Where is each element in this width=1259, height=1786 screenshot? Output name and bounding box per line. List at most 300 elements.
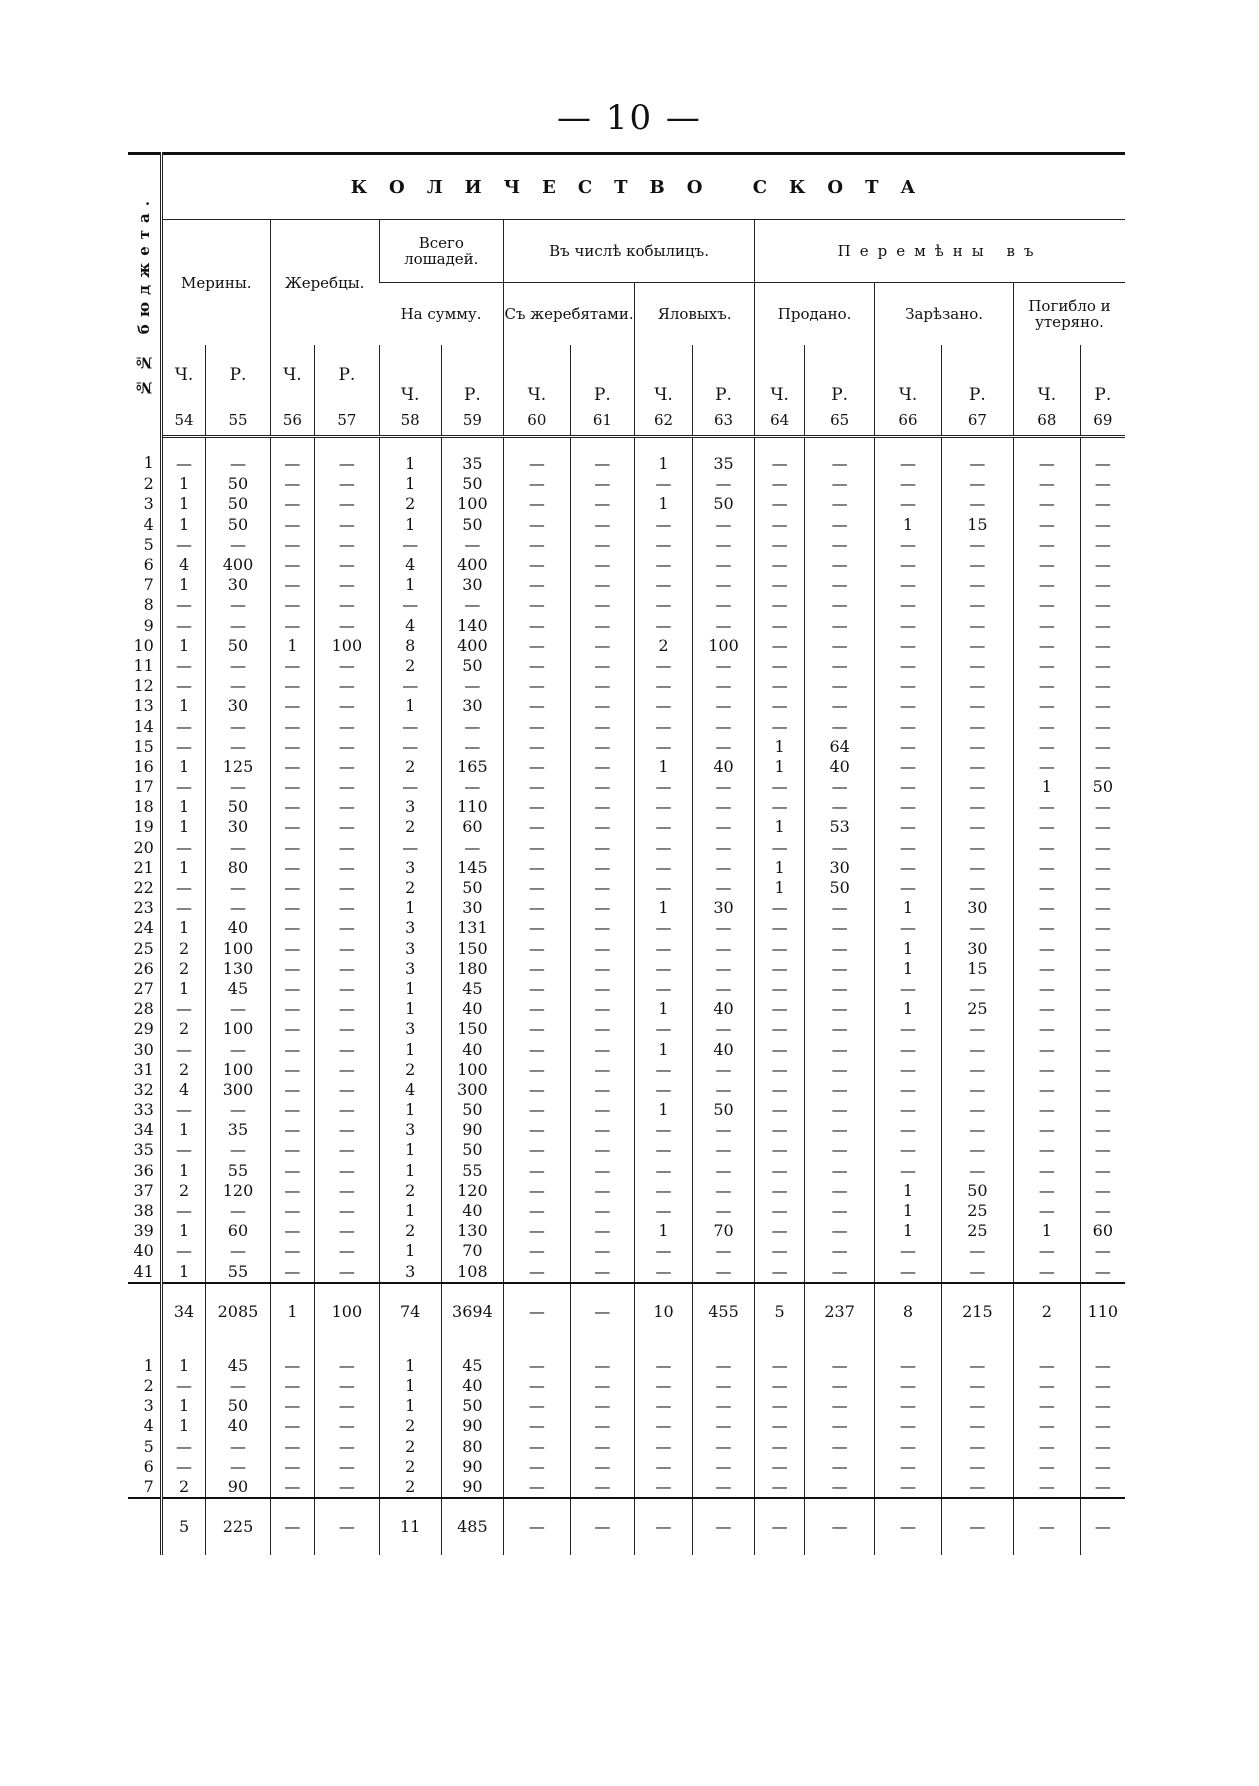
row-number: 20 — [128, 838, 161, 858]
cell: — — [570, 1019, 634, 1039]
cell: — — [161, 716, 205, 736]
table-row — [128, 555, 1125, 575]
cell: — — [755, 838, 805, 858]
cell: — — [270, 918, 314, 938]
cell: 2 — [379, 817, 441, 837]
cell: — — [504, 777, 571, 797]
cell: 50 — [206, 797, 270, 817]
table-row — [128, 437, 1125, 475]
cell: 1 — [755, 858, 805, 878]
cell: — — [635, 979, 693, 999]
cell: — — [692, 979, 754, 999]
cell: — — [206, 716, 270, 736]
cell: — — [206, 878, 270, 898]
cell: — — [206, 838, 270, 858]
cell: — — [692, 817, 754, 837]
cell: — — [755, 1181, 805, 1201]
cell: — — [1014, 1436, 1081, 1456]
cell: — — [315, 878, 379, 898]
cell: — — [755, 777, 805, 797]
cell: — — [692, 838, 754, 858]
row-number: 39 — [128, 1221, 161, 1241]
cell: — — [875, 1498, 942, 1555]
cell: — — [270, 1376, 314, 1396]
table-row — [128, 575, 1125, 595]
column-number-row — [128, 405, 1125, 437]
cell: — — [206, 1039, 270, 1059]
cell: — — [635, 1241, 693, 1261]
table-row — [128, 595, 1125, 615]
cell: — — [941, 1060, 1013, 1080]
row-number: 40 — [128, 1241, 161, 1261]
cell: 15 — [941, 515, 1013, 535]
cell: — — [692, 1201, 754, 1221]
cell: — — [315, 616, 379, 636]
row-number: 23 — [128, 898, 161, 918]
cell: — — [692, 575, 754, 595]
cell: — — [941, 737, 1013, 757]
cell: — — [504, 858, 571, 878]
cell: — — [805, 716, 875, 736]
cell: — — [270, 1120, 314, 1140]
column-number: 67 — [941, 405, 1013, 437]
cell: — — [504, 437, 571, 475]
cell: — — [161, 676, 205, 696]
cell: — — [570, 595, 634, 615]
cell: 1 — [379, 979, 441, 999]
cell: — — [315, 1161, 379, 1181]
cell: — — [1080, 1436, 1125, 1456]
cell: — — [270, 515, 314, 535]
cell: — — [570, 959, 634, 979]
cell: 130 — [206, 959, 270, 979]
cell: — — [1080, 1201, 1125, 1221]
cell: — — [570, 1396, 634, 1416]
cell: 40 — [692, 999, 754, 1019]
cell: — — [1080, 437, 1125, 475]
column-number: 66 — [875, 405, 942, 437]
cell: — — [315, 757, 379, 777]
cell: — — [315, 676, 379, 696]
cell: — — [941, 716, 1013, 736]
cell: 1 — [379, 1140, 441, 1160]
cell: 1 — [379, 1340, 441, 1376]
cell: — — [270, 858, 314, 878]
cell: — — [504, 1181, 571, 1201]
row-number: 41 — [128, 1262, 161, 1283]
cell: — — [941, 918, 1013, 938]
cell: 40 — [692, 757, 754, 777]
cell: — — [161, 1457, 205, 1477]
cell: 3 — [379, 918, 441, 938]
cell: 25 — [941, 1221, 1013, 1241]
cell: — — [755, 636, 805, 656]
cell: 2 — [1014, 1283, 1081, 1340]
cell: — — [1014, 555, 1081, 575]
cell: 3 — [379, 797, 441, 817]
cell: — — [504, 1416, 571, 1436]
cell: — — [1080, 979, 1125, 999]
sub-s-zherebyatami: Съ жеребятами. — [504, 283, 635, 346]
cell: — — [570, 757, 634, 777]
cell: — — [941, 437, 1013, 475]
cell: — — [755, 797, 805, 817]
cell: — — [315, 1416, 379, 1436]
table-row — [128, 797, 1125, 817]
cell: — — [755, 1201, 805, 1221]
cell: — — [875, 616, 942, 636]
cell: — — [755, 1241, 805, 1261]
cell: 30 — [805, 858, 875, 878]
cell: — — [504, 1019, 571, 1039]
cell: — — [504, 696, 571, 716]
cell: — — [161, 1201, 205, 1221]
cell: 4 — [379, 555, 441, 575]
cell: — — [1014, 437, 1081, 475]
cell: — — [570, 1436, 634, 1456]
cell: — — [270, 1080, 314, 1100]
cell: 55 — [206, 1262, 270, 1283]
cell: 225 — [206, 1498, 270, 1555]
cell: — — [1080, 1457, 1125, 1477]
cell: — — [1080, 1019, 1125, 1039]
cell: — — [692, 616, 754, 636]
cell: — — [755, 898, 805, 918]
row-number: 7 — [128, 1477, 161, 1498]
cell: — — [941, 1140, 1013, 1160]
cell: — — [805, 1262, 875, 1283]
row-number: 3 — [128, 1396, 161, 1416]
cell: 30 — [206, 817, 270, 837]
cell: — — [504, 474, 571, 494]
cell: 70 — [692, 1221, 754, 1241]
cell: — — [941, 1376, 1013, 1396]
cell: 1 — [161, 474, 205, 494]
cell: — — [805, 959, 875, 979]
cell: — — [805, 1416, 875, 1436]
cell: — — [875, 1120, 942, 1140]
cell: — — [805, 1039, 875, 1059]
cell: — — [270, 939, 314, 959]
cell: — — [206, 1457, 270, 1477]
cell: 100 — [206, 1060, 270, 1080]
cell: — — [692, 1477, 754, 1498]
cell: 100 — [692, 636, 754, 656]
row-number — [128, 1498, 161, 1555]
cell: — — [1080, 1376, 1125, 1396]
row-number: 19 — [128, 817, 161, 837]
cell: 130 — [441, 1221, 503, 1241]
cell: — — [504, 1396, 571, 1416]
table-row — [128, 1416, 1125, 1436]
r-header: Р. — [805, 345, 875, 405]
cell: — — [1080, 575, 1125, 595]
cell: 1 — [379, 1376, 441, 1396]
cell: — — [570, 1498, 634, 1555]
cell: 50 — [206, 636, 270, 656]
cell: — — [755, 1376, 805, 1396]
cell: 30 — [692, 898, 754, 918]
cell: — — [270, 1019, 314, 1039]
cell: — — [270, 1396, 314, 1416]
cell: — — [270, 494, 314, 514]
cell: 30 — [941, 939, 1013, 959]
cell: 1 — [635, 757, 693, 777]
cell: — — [570, 716, 634, 736]
cell: — — [161, 1241, 205, 1261]
cell: — — [805, 1396, 875, 1416]
cell: — — [379, 676, 441, 696]
ch-header: Ч. — [755, 345, 805, 405]
cell: — — [1014, 696, 1081, 716]
cell: 1 — [161, 696, 205, 716]
total-row — [128, 1283, 1125, 1340]
cell: 400 — [206, 555, 270, 575]
group-kobylits: Въ числѣ кобылицъ. — [504, 220, 755, 283]
cell: — — [270, 595, 314, 615]
cell: 1 — [1014, 777, 1081, 797]
row-number: 25 — [128, 939, 161, 959]
cell: — — [692, 918, 754, 938]
cell: — — [161, 535, 205, 555]
cell: 60 — [206, 1221, 270, 1241]
r-header: Р. — [315, 345, 379, 405]
cell: — — [1014, 1019, 1081, 1039]
cell: — — [570, 858, 634, 878]
cell: — — [755, 555, 805, 575]
cell: — — [692, 1140, 754, 1160]
cell: — — [1014, 858, 1081, 878]
cell: — — [692, 1436, 754, 1456]
cell: — — [570, 616, 634, 636]
cell: — — [504, 676, 571, 696]
cell: 3 — [379, 1019, 441, 1039]
group-vsego: Всего лошадей. — [379, 220, 503, 283]
cell: — — [875, 494, 942, 514]
cell: — — [875, 696, 942, 716]
cell: — — [570, 1283, 634, 1340]
table-row — [128, 1262, 1125, 1283]
r-header: Р. — [941, 345, 1013, 405]
cell: 1 — [755, 817, 805, 837]
cell: — — [270, 575, 314, 595]
cell: 1 — [161, 1221, 205, 1241]
cell: — — [570, 494, 634, 514]
cell: — — [270, 616, 314, 636]
cell: 3 — [379, 1120, 441, 1140]
cell: 1 — [635, 898, 693, 918]
cell: 1 — [379, 474, 441, 494]
cell: 4 — [161, 555, 205, 575]
cell: — — [315, 1201, 379, 1221]
cell: — — [805, 1201, 875, 1221]
cell: — — [161, 1376, 205, 1396]
sub-na-summu: На сумму. — [379, 283, 503, 346]
cell: — — [315, 1477, 379, 1498]
cell: — — [570, 1376, 634, 1396]
row-number: 32 — [128, 1080, 161, 1100]
cell: — — [315, 696, 379, 716]
row-number: 31 — [128, 1060, 161, 1080]
cell: — — [570, 656, 634, 676]
cell: — — [570, 898, 634, 918]
cell: 110 — [1080, 1283, 1125, 1340]
cell: — — [635, 1416, 693, 1436]
ch-header: Ч. — [1014, 345, 1081, 405]
cell: 2 — [379, 494, 441, 514]
cell: — — [805, 1181, 875, 1201]
cell: — — [206, 437, 270, 475]
column-number: 69 — [1080, 405, 1125, 437]
cell: — — [755, 939, 805, 959]
cell: — — [570, 1161, 634, 1181]
cell: 40 — [441, 1376, 503, 1396]
cell: — — [755, 1221, 805, 1241]
cell: — — [570, 918, 634, 938]
cell: — — [755, 616, 805, 636]
row-number: 16 — [128, 757, 161, 777]
cell: — — [504, 1100, 571, 1120]
cell: 50 — [692, 1100, 754, 1120]
sub-yalovykh: Яловыхъ. — [635, 283, 755, 346]
row-number: 13 — [128, 696, 161, 716]
cell: 1 — [875, 939, 942, 959]
cell: — — [805, 1498, 875, 1555]
table-row — [128, 1340, 1125, 1376]
cell: — — [161, 898, 205, 918]
cell: — — [1080, 737, 1125, 757]
sub-zarezano: Зарѣзано. — [875, 283, 1014, 346]
cell: 1 — [379, 515, 441, 535]
cell: 74 — [379, 1283, 441, 1340]
group-zherebtsy: Жеребцы. — [270, 220, 379, 346]
cell: — — [635, 1498, 693, 1555]
cell: — — [941, 1241, 1013, 1261]
row-number: 34 — [128, 1120, 161, 1140]
cell: — — [1080, 797, 1125, 817]
cell: 45 — [206, 979, 270, 999]
cell: — — [805, 1019, 875, 1039]
row-number: 10 — [128, 636, 161, 656]
cell: — — [755, 918, 805, 938]
cell: 1 — [379, 1039, 441, 1059]
cell: — — [504, 1161, 571, 1181]
cell: — — [504, 999, 571, 1019]
cell: — — [1080, 1060, 1125, 1080]
table-row — [128, 939, 1125, 959]
cell: 34 — [161, 1283, 205, 1340]
cell: — — [875, 797, 942, 817]
cell: — — [570, 575, 634, 595]
cell: — — [504, 898, 571, 918]
cell: — — [755, 494, 805, 514]
cell: 25 — [941, 1201, 1013, 1221]
cell: — — [504, 1201, 571, 1221]
cell: 1 — [379, 437, 441, 475]
cell: — — [875, 1140, 942, 1160]
cell: — — [161, 878, 205, 898]
cell: — — [635, 696, 693, 716]
table-row — [128, 959, 1125, 979]
cell: — — [805, 696, 875, 716]
table-row — [128, 1241, 1125, 1261]
cell: 100 — [315, 1283, 379, 1340]
cell: — — [270, 777, 314, 797]
cell: — — [1080, 1477, 1125, 1498]
cell: — — [315, 1019, 379, 1039]
cell: — — [755, 959, 805, 979]
cell: — — [570, 636, 634, 656]
cell: — — [635, 1080, 693, 1100]
cell: — — [805, 1340, 875, 1376]
cell: — — [1014, 1161, 1081, 1181]
cell: — — [805, 515, 875, 535]
table-row — [128, 616, 1125, 636]
cell: — — [570, 1181, 634, 1201]
r-header: Р. — [441, 345, 503, 405]
cell: 5 — [755, 1283, 805, 1340]
cell: — — [635, 797, 693, 817]
row-number: 1 — [128, 1340, 161, 1376]
cell: — — [504, 1080, 571, 1100]
table-row — [128, 1120, 1125, 1140]
cell: — — [315, 1140, 379, 1160]
cell: — — [1014, 1181, 1081, 1201]
cell: 50 — [692, 494, 754, 514]
cell: 4 — [161, 1080, 205, 1100]
cell: — — [941, 979, 1013, 999]
cell: — — [755, 1060, 805, 1080]
cell: — — [1080, 898, 1125, 918]
cell: — — [941, 1477, 1013, 1498]
cell: — — [315, 535, 379, 555]
cell: 2085 — [206, 1283, 270, 1340]
cell: — — [315, 555, 379, 575]
table-row — [128, 1039, 1125, 1059]
cell: — — [504, 797, 571, 817]
cell: — — [805, 616, 875, 636]
cell: — — [504, 878, 571, 898]
cell: — — [315, 999, 379, 1019]
cell: — — [755, 1161, 805, 1181]
cell: — — [692, 777, 754, 797]
cell: 1 — [161, 1396, 205, 1416]
cell: — — [504, 959, 571, 979]
cell: — — [270, 1100, 314, 1120]
r-header: Р. — [206, 345, 270, 405]
cell: 2 — [379, 1221, 441, 1241]
cell: 1 — [875, 959, 942, 979]
cell: — — [504, 616, 571, 636]
row-number: 6 — [128, 1457, 161, 1477]
table-row — [128, 1060, 1125, 1080]
cell: — — [504, 716, 571, 736]
cell: — — [315, 437, 379, 475]
cell: — — [692, 1457, 754, 1477]
column-number: 55 — [206, 405, 270, 437]
cell: — — [805, 777, 875, 797]
cell: — — [161, 1436, 205, 1456]
cell: — — [379, 777, 441, 797]
table-row — [128, 918, 1125, 938]
cell: — — [755, 1396, 805, 1416]
cell: — — [941, 878, 1013, 898]
cell: — — [270, 1340, 314, 1376]
cell: — — [315, 1376, 379, 1396]
cell: — — [692, 1120, 754, 1140]
cell: — — [1014, 1262, 1081, 1283]
cell: — — [692, 1080, 754, 1100]
